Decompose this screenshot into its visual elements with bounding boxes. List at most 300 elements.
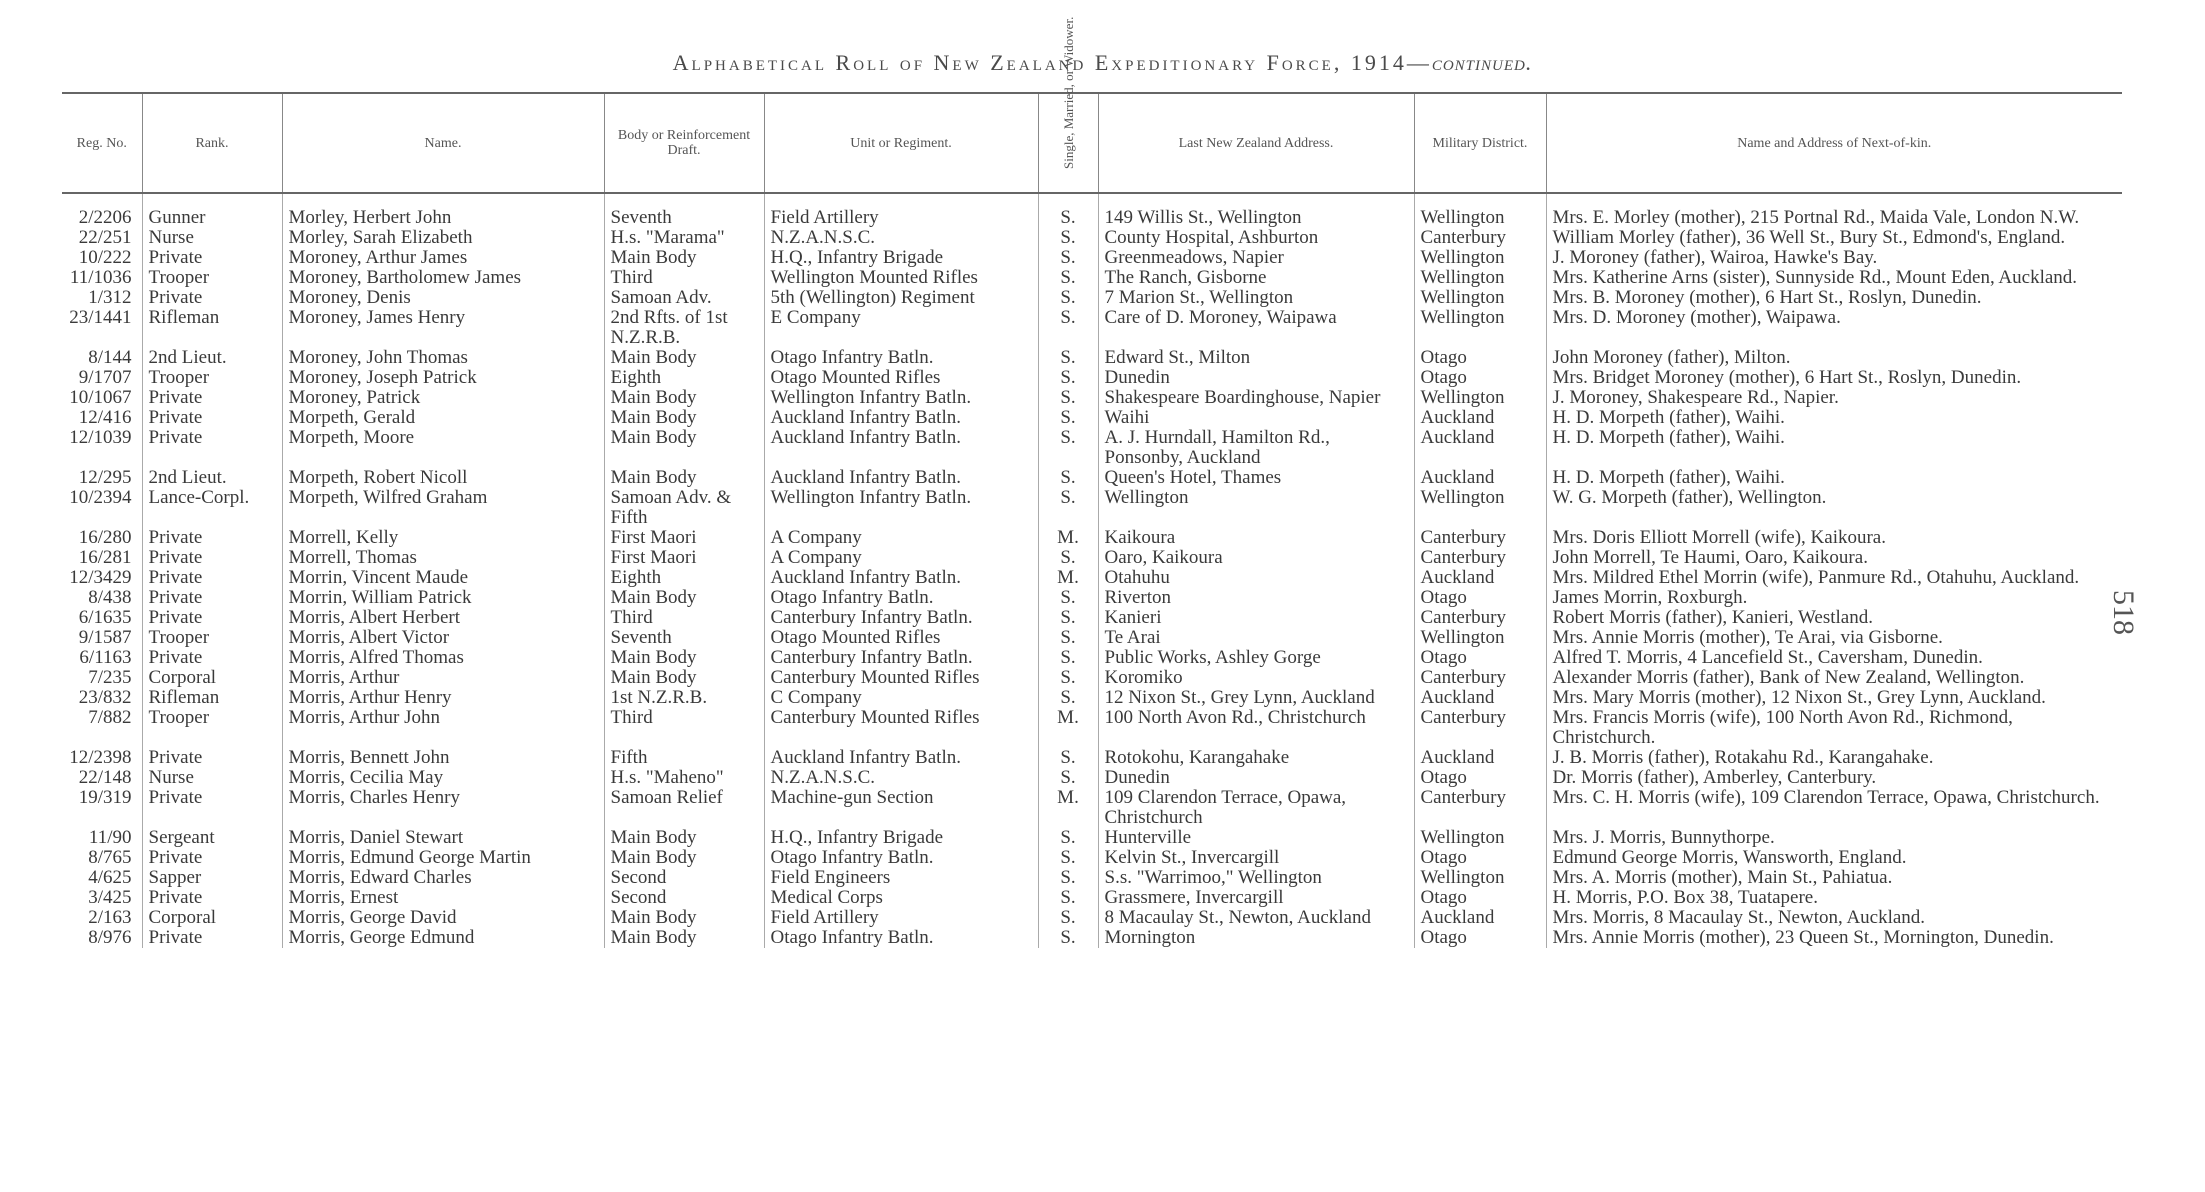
cell-unit xyxy=(764,568,1038,588)
cell-nok xyxy=(1546,828,2122,848)
cell-name-text: Morris, Cecilia May xyxy=(288,767,444,788)
cell-rank xyxy=(142,648,282,668)
cell-body xyxy=(604,193,764,228)
cell-rank xyxy=(142,548,282,568)
cell-nok xyxy=(1546,648,2122,668)
cell-address xyxy=(1098,548,1414,568)
cell-address-text: Kelvin St., Invercargill xyxy=(1104,847,1280,868)
cell-unit-text: H.Q., Infantry Brigade xyxy=(770,247,944,268)
cell-nok xyxy=(1546,788,2122,828)
cell-rank-text: Nurse xyxy=(148,767,194,788)
cell-nok xyxy=(1546,368,2122,388)
cell-district xyxy=(1414,748,1546,768)
table-row xyxy=(62,888,2122,908)
cell-ms xyxy=(1038,348,1098,368)
cell-unit xyxy=(764,348,1038,368)
cell-reg xyxy=(62,788,142,828)
cell-address xyxy=(1098,868,1414,888)
cell-ms xyxy=(1038,888,1098,908)
cell-name xyxy=(282,588,604,608)
cell-ms-text: S. xyxy=(1060,747,1076,768)
cell-body-text: Seventh xyxy=(610,207,672,228)
cell-district xyxy=(1414,368,1546,388)
cell-body-text: Third xyxy=(610,707,653,728)
cell-body-text: Main Body xyxy=(610,247,697,268)
cell-body xyxy=(604,848,764,868)
cell-district-text: Canterbury xyxy=(1420,527,1506,548)
cell-unit xyxy=(764,488,1038,528)
cell-unit xyxy=(764,368,1038,388)
cell-body-text: First Maori xyxy=(610,547,697,568)
cell-name-text: Moroney, James Henry xyxy=(288,307,466,328)
cell-address xyxy=(1098,288,1414,308)
cell-body xyxy=(604,708,764,748)
cell-nok-text: Mrs. E. Morley (mother), 215 Portnal Rd., Maida Vale, London N.W. xyxy=(1552,207,2080,228)
cell-ms-text: S. xyxy=(1060,627,1076,648)
cell-address-text: Queen's Hotel, Thames xyxy=(1104,467,1282,488)
cell-unit xyxy=(764,408,1038,428)
cell-address-text: Dunedin xyxy=(1104,767,1170,788)
cell-name xyxy=(282,488,604,528)
cell-name-text: Moroney, Patrick xyxy=(288,387,421,408)
cell-reg xyxy=(62,268,142,288)
cell-district xyxy=(1414,308,1546,348)
cell-district xyxy=(1414,268,1546,288)
cell-address xyxy=(1098,788,1414,828)
cell-name-text: Morris, Albert Victor xyxy=(288,627,450,648)
cell-reg-text: 10/2394 xyxy=(69,487,132,508)
cell-ms-text: M. xyxy=(1057,527,1079,548)
cell-body xyxy=(604,888,764,908)
cell-address-text: 109 Clarendon Terrace, Opawa, Christchurch xyxy=(1104,787,1347,828)
cell-rank xyxy=(142,608,282,628)
cell-unit xyxy=(764,528,1038,548)
table-row xyxy=(62,248,2122,268)
cell-district-text: Otago xyxy=(1420,647,1467,668)
cell-district-text: Auckland xyxy=(1420,907,1495,928)
cell-name-text: Moroney, Joseph Patrick xyxy=(288,367,477,388)
cell-name xyxy=(282,428,604,468)
cell-name xyxy=(282,648,604,668)
cell-ms xyxy=(1038,468,1098,488)
cell-ms-text: S. xyxy=(1060,387,1076,408)
cell-body-text: Main Body xyxy=(610,347,697,368)
cell-body xyxy=(604,928,764,948)
cell-rank-text: Private xyxy=(148,587,203,608)
cell-nok xyxy=(1546,548,2122,568)
cell-district xyxy=(1414,628,1546,648)
cell-name-text: Morley, Herbert John xyxy=(288,207,452,228)
cell-ms-text: S. xyxy=(1060,427,1076,448)
cell-body-text: Main Body xyxy=(610,647,697,668)
cell-district-text: Wellington xyxy=(1420,287,1505,308)
cell-reg-text: 23/832 xyxy=(78,687,132,708)
cell-body-text: Eighth xyxy=(610,567,662,588)
cell-rank xyxy=(142,488,282,528)
cell-reg-text: 3/425 xyxy=(88,887,132,908)
cell-district-text: Auckland xyxy=(1420,407,1495,428)
cell-rank xyxy=(142,268,282,288)
table-row xyxy=(62,708,2122,748)
cell-nok xyxy=(1546,628,2122,648)
cell-district xyxy=(1414,788,1546,828)
cell-unit xyxy=(764,588,1038,608)
cell-rank-text: Lance-Corpl. xyxy=(148,487,250,508)
cell-nok-text: Alfred T. Morris, 4 Lancefield St., Caversham, Dunedin. xyxy=(1552,647,1983,668)
cell-address xyxy=(1098,908,1414,928)
table-row xyxy=(62,768,2122,788)
cell-name xyxy=(282,228,604,248)
cell-district xyxy=(1414,688,1546,708)
cell-ms-text: S. xyxy=(1060,407,1076,428)
cell-rank xyxy=(142,528,282,548)
cell-nok xyxy=(1546,268,2122,288)
cell-nok xyxy=(1546,768,2122,788)
cell-nok-text: J. Moroney, Shakespeare Rd., Napier. xyxy=(1552,387,1839,408)
cell-rank-text: Trooper xyxy=(148,707,210,728)
cell-district-text: Canterbury xyxy=(1420,547,1506,568)
cell-address xyxy=(1098,848,1414,868)
cell-name xyxy=(282,908,604,928)
cell-body-text: Main Body xyxy=(610,847,697,868)
cell-district xyxy=(1414,668,1546,688)
cell-body-text: Seventh xyxy=(610,627,672,648)
cell-address-text: S.s. "Warrimoo," Wellington xyxy=(1104,867,1322,888)
cell-unit xyxy=(764,388,1038,408)
cell-district xyxy=(1414,588,1546,608)
table-row xyxy=(62,748,2122,768)
cell-address-text: Hunterville xyxy=(1104,827,1192,848)
table-row xyxy=(62,308,2122,348)
cell-rank-text: Private xyxy=(148,747,203,768)
cell-nok xyxy=(1546,388,2122,408)
cell-address-text: Mornington xyxy=(1104,927,1196,948)
cell-nok-text: Mrs. C. H. Morris (wife), 109 Clarendon Terrace, Opawa, Christchurch. xyxy=(1552,787,2100,808)
cell-name xyxy=(282,688,604,708)
cell-district xyxy=(1414,228,1546,248)
cell-nok-text: Mrs. A. Morris (mother), Main St., Pahiatua. xyxy=(1552,867,1893,888)
cell-address-text: Otahuhu xyxy=(1104,567,1170,588)
cell-body xyxy=(604,868,764,888)
cell-rank xyxy=(142,908,282,928)
cell-unit-text: A Company xyxy=(770,547,862,568)
cell-ms-text: S. xyxy=(1060,467,1076,488)
cell-rank xyxy=(142,388,282,408)
cell-ms xyxy=(1038,368,1098,388)
cell-district-text: Canterbury xyxy=(1420,607,1506,628)
cell-ms xyxy=(1038,928,1098,948)
cell-rank xyxy=(142,748,282,768)
cell-district-text: Auckland xyxy=(1420,427,1495,448)
table-row xyxy=(62,268,2122,288)
cell-body-text: Main Body xyxy=(610,587,697,608)
cell-ms xyxy=(1038,908,1098,928)
cell-nok xyxy=(1546,748,2122,768)
cell-unit xyxy=(764,608,1038,628)
cell-district xyxy=(1414,408,1546,428)
cell-district xyxy=(1414,608,1546,628)
cell-ms xyxy=(1038,848,1098,868)
cell-body xyxy=(604,268,764,288)
cell-unit-text: Canterbury Infantry Batln. xyxy=(770,607,973,628)
table-row xyxy=(62,688,2122,708)
cell-rank-text: Private xyxy=(148,787,203,808)
cell-address xyxy=(1098,888,1414,908)
table-row xyxy=(62,228,2122,248)
table-row xyxy=(62,568,2122,588)
cell-name xyxy=(282,308,604,348)
cell-address xyxy=(1098,388,1414,408)
cell-nok xyxy=(1546,428,2122,468)
cell-unit-text: Wellington Infantry Batln. xyxy=(770,487,972,508)
cell-ms xyxy=(1038,268,1098,288)
table-row xyxy=(62,528,2122,548)
cell-nok xyxy=(1546,868,2122,888)
cell-nok-text: Dr. Morris (father), Amberley, Canterbury. xyxy=(1552,767,1877,788)
cell-ms xyxy=(1038,748,1098,768)
cell-body xyxy=(604,368,764,388)
table-row xyxy=(62,348,2122,368)
cell-nok xyxy=(1546,688,2122,708)
cell-rank-text: Corporal xyxy=(148,907,217,928)
cell-district-text: Auckland xyxy=(1420,747,1495,768)
cell-reg xyxy=(62,388,142,408)
cell-name xyxy=(282,768,604,788)
cell-address xyxy=(1098,193,1414,228)
cell-ms xyxy=(1038,528,1098,548)
cell-reg-text: 12/1039 xyxy=(69,427,132,448)
cell-reg xyxy=(62,248,142,268)
cell-reg xyxy=(62,588,142,608)
cell-ms-text: S. xyxy=(1060,247,1076,268)
cell-body xyxy=(604,748,764,768)
cell-district xyxy=(1414,768,1546,788)
cell-reg-text: 16/281 xyxy=(78,547,132,568)
cell-address xyxy=(1098,308,1414,348)
cell-district-text: Otago xyxy=(1420,767,1467,788)
table-row xyxy=(62,648,2122,668)
cell-address-text: Care of D. Moroney, Waipawa xyxy=(1104,307,1337,328)
cell-district-text: Otago xyxy=(1420,587,1467,608)
cell-reg xyxy=(62,368,142,388)
cell-rank-text: Private xyxy=(148,607,203,628)
cell-unit xyxy=(764,908,1038,928)
cell-address-text: A. J. Hurndall, Hamilton Rd., Ponsonby, Auckland xyxy=(1104,427,1330,468)
cell-district xyxy=(1414,648,1546,668)
cell-body-text: Samoan Relief xyxy=(610,787,723,808)
cell-body xyxy=(604,408,764,428)
cell-address xyxy=(1098,628,1414,648)
cell-body-text: Main Body xyxy=(610,387,697,408)
cell-unit xyxy=(764,708,1038,748)
cell-ms xyxy=(1038,788,1098,828)
cell-rank xyxy=(142,368,282,388)
cell-ms-text: M. xyxy=(1057,707,1079,728)
cell-unit-text: Wellington Infantry Batln. xyxy=(770,387,972,408)
cell-reg-text: 12/295 xyxy=(78,467,132,488)
cell-reg-text: 10/222 xyxy=(78,247,132,268)
cell-district-text: Canterbury xyxy=(1420,787,1506,808)
cell-unit-text: Otago Infantry Batln. xyxy=(770,587,934,608)
cell-rank-text: Private xyxy=(148,287,203,308)
cell-rank xyxy=(142,668,282,688)
page-number: 518 xyxy=(2107,590,2140,635)
cell-reg xyxy=(62,888,142,908)
cell-nok-text: Mrs. B. Moroney (mother), 6 Hart St., Roslyn, Dunedin. xyxy=(1552,287,1982,308)
cell-reg xyxy=(62,488,142,528)
cell-name-text: Morris, Daniel Stewart xyxy=(288,827,464,848)
table-row xyxy=(62,668,2122,688)
cell-reg-text: 2/163 xyxy=(88,907,132,928)
cell-body xyxy=(604,388,764,408)
cell-body-text: Main Body xyxy=(610,427,697,448)
cell-name-text: Moroney, Denis xyxy=(288,287,411,308)
cell-rank-text: Trooper xyxy=(148,627,210,648)
cell-district xyxy=(1414,468,1546,488)
cell-reg-text: 11/90 xyxy=(88,827,132,848)
cell-rank xyxy=(142,308,282,348)
cell-address-text: County Hospital, Ashburton xyxy=(1104,227,1319,248)
cell-rank-text: Private xyxy=(148,647,203,668)
cell-ms-text: S. xyxy=(1060,587,1076,608)
cell-ms xyxy=(1038,388,1098,408)
cell-rank xyxy=(142,248,282,268)
cell-ms-text: S. xyxy=(1060,607,1076,628)
cell-address-text: The Ranch, Gisborne xyxy=(1104,267,1267,288)
cell-reg xyxy=(62,408,142,428)
cell-address-text: Waihi xyxy=(1104,407,1150,428)
cell-reg xyxy=(62,193,142,228)
cell-rank xyxy=(142,868,282,888)
cell-reg xyxy=(62,528,142,548)
cell-unit-text: Canterbury Infantry Batln. xyxy=(770,647,973,668)
cell-address-text: Grassmere, Invercargill xyxy=(1104,887,1284,908)
cell-name-text: Morris, Albert Herbert xyxy=(288,607,460,628)
cell-name-text: Morpeth, Robert Nicoll xyxy=(288,467,468,488)
cell-address-text: Shakespeare Boardinghouse, Napier xyxy=(1104,387,1381,408)
cell-reg-text: 4/625 xyxy=(88,867,132,888)
table-row xyxy=(62,468,2122,488)
cell-rank-text: Sergeant xyxy=(148,827,215,848)
cell-name xyxy=(282,388,604,408)
cell-district xyxy=(1414,848,1546,868)
col-header-unit: Unit or Regiment. xyxy=(764,93,1038,193)
cell-unit-text: Auckland Infantry Batln. xyxy=(770,427,961,448)
cell-rank-text: Private xyxy=(148,247,203,268)
table-row xyxy=(62,608,2122,628)
table-row xyxy=(62,828,2122,848)
cell-district xyxy=(1414,828,1546,848)
cell-unit xyxy=(764,688,1038,708)
table-row xyxy=(62,788,2122,828)
cell-district-text: Auckland xyxy=(1420,467,1495,488)
cell-address xyxy=(1098,268,1414,288)
cell-unit xyxy=(764,268,1038,288)
cell-name-text: Morpeth, Gerald xyxy=(288,407,416,428)
cell-reg xyxy=(62,468,142,488)
cell-nok-text: John Moroney (father), Milton. xyxy=(1552,347,1791,368)
cell-nok-text: H. D. Morpeth (father), Waihi. xyxy=(1552,467,1785,488)
cell-ms-text: S. xyxy=(1060,287,1076,308)
cell-address-text: Public Works, Ashley Gorge xyxy=(1104,647,1321,668)
cell-nok xyxy=(1546,248,2122,268)
cell-rank xyxy=(142,288,282,308)
cell-name-text: Morley, Sarah Elizabeth xyxy=(288,227,473,248)
cell-rank-text: Gunner xyxy=(148,207,206,228)
cell-name xyxy=(282,468,604,488)
cell-body-text: H.s. "Maheno" xyxy=(610,767,724,788)
cell-name xyxy=(282,193,604,228)
cell-reg xyxy=(62,308,142,348)
cell-nok-text: Mrs. Katherine Arns (sister), Sunnyside Rd., Mount Eden, Auckland. xyxy=(1552,267,2078,288)
col-header-reg: Reg. No. xyxy=(62,93,142,193)
cell-body-text: Main Body xyxy=(610,667,697,688)
cell-name xyxy=(282,628,604,648)
col-header-name: Name. xyxy=(282,93,604,193)
cell-unit-text: A Company xyxy=(770,527,862,548)
cell-unit-text: Canterbury Mounted Rifles xyxy=(770,707,980,728)
cell-unit xyxy=(764,648,1038,668)
cell-reg-text: 2/2206 xyxy=(78,207,132,228)
cell-address xyxy=(1098,748,1414,768)
cell-body xyxy=(604,788,764,828)
cell-name xyxy=(282,788,604,828)
cell-rank xyxy=(142,408,282,428)
cell-name xyxy=(282,548,604,568)
cell-address xyxy=(1098,408,1414,428)
cell-unit-text: Field Artillery xyxy=(770,207,879,228)
cell-rank-text: Corporal xyxy=(148,667,217,688)
cell-nok xyxy=(1546,348,2122,368)
cell-unit-text: Canterbury Mounted Rifles xyxy=(770,667,980,688)
cell-name xyxy=(282,568,604,588)
cell-nok xyxy=(1546,193,2122,228)
cell-name xyxy=(282,408,604,428)
table-row xyxy=(62,868,2122,888)
cell-address-text: Kaikoura xyxy=(1104,527,1176,548)
cell-body xyxy=(604,288,764,308)
cell-body-text: H.s. "Marama" xyxy=(610,227,725,248)
cell-name-text: Morris, Arthur John xyxy=(288,707,440,728)
cell-unit xyxy=(764,193,1038,228)
cell-rank-text: Rifleman xyxy=(148,307,220,328)
cell-rank xyxy=(142,428,282,468)
cell-unit xyxy=(764,548,1038,568)
cell-unit xyxy=(764,428,1038,468)
page-title: Alphabetical Roll of New Zealand Expeditionary Force, 1914—continued. xyxy=(672,50,1533,75)
cell-reg-text: 10/1067 xyxy=(69,387,132,408)
cell-rank-text: Trooper xyxy=(148,367,210,388)
cell-name xyxy=(282,368,604,388)
cell-reg-text: 11/1036 xyxy=(69,267,132,288)
cell-nok-text: Mrs. Morris, 8 Macaulay St., Newton, Auckland. xyxy=(1552,907,1926,928)
cell-district xyxy=(1414,528,1546,548)
cell-body-text: Main Body xyxy=(610,827,697,848)
cell-body xyxy=(604,428,764,468)
cell-name-text: Morrell, Kelly xyxy=(288,527,399,548)
cell-reg-text: 1/312 xyxy=(88,287,132,308)
cell-reg-text: 22/251 xyxy=(78,227,132,248)
table-row xyxy=(62,193,2122,228)
cell-address-text: 12 Nixon St., Grey Lynn, Auckland xyxy=(1104,687,1375,708)
cell-nok-text: William Morley (father), 36 Well St., Bury St., Edmond's, England. xyxy=(1552,227,2066,248)
cell-rank xyxy=(142,228,282,248)
cell-rank xyxy=(142,628,282,648)
cell-ms xyxy=(1038,568,1098,588)
cell-rank xyxy=(142,828,282,848)
cell-district-text: Wellington xyxy=(1420,827,1505,848)
cell-reg-text: 7/235 xyxy=(88,667,132,688)
